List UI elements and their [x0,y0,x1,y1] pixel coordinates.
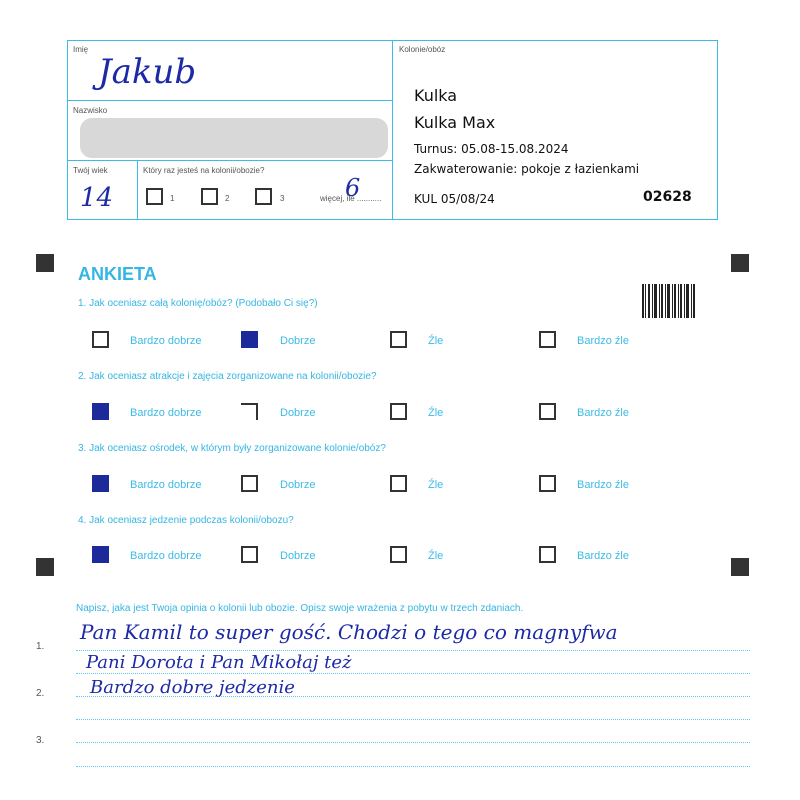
answer-line [76,766,750,767]
q1-option-label: Bardzo źle [577,335,629,347]
visit-option-3: 3 [280,194,285,203]
form-number: 02628 [643,189,692,205]
opinion-prompt: Napisz, jaka jest Twoja opinia o kolonii lub obozie. Opisz swoje wrażenia z pobytu w trzech zdaniach. [76,603,524,614]
q4-option-label: Bardzo źle [577,550,629,562]
answer-handwritten-line-2[interactable]: Pani Dorota i Pan Mikołaj też [86,652,352,673]
survey-title: ANKIETA [78,264,157,284]
q1-option-bardzo-zle-checkbox[interactable] [539,331,556,348]
q3-option-label: Bardzo źle [577,479,629,491]
kolonie-label: Kolonie/obóz [399,45,446,54]
registration-marker [731,254,749,272]
q2-option-bardzo-zle-checkbox[interactable] [539,403,556,420]
q3-option-label: Źle [428,479,444,491]
barcode-icon [642,284,696,318]
answer-handwritten-line-3[interactable]: Bardzo dobre jedzenie [90,677,295,698]
q2-option-label: Źle [428,407,444,419]
redacted-surname [80,118,388,158]
header-row-line [67,100,392,101]
answer-line [76,650,750,651]
line-number-2: 2. [36,688,45,699]
answer-line [76,719,750,720]
q4-option-zle-checkbox[interactable] [390,546,407,563]
q2-option-label: Bardzo dobrze [130,407,202,419]
answer-line [76,673,750,674]
line-number-1: 1. [36,641,45,652]
q2-option-label: Dobrze [280,407,316,419]
registration-marker [36,558,54,576]
camp-code: KUL 05/08/24 [414,192,495,206]
turnus: Turnus: 05.08-15.08.2024 [414,142,569,156]
visit-option-1: 1 [170,194,175,203]
q1-option-bardzo-dobrze-checkbox[interactable] [92,331,109,348]
q4-option-bardzo-zle-checkbox[interactable] [539,546,556,563]
nazwisko-label: Nazwisko [73,106,108,115]
q4-option-label: Dobrze [280,550,316,562]
q1-option-label: Źle [428,335,444,347]
registration-marker [36,254,54,272]
q1-option-label: Dobrze [280,335,316,347]
q3-option-bardzo-zle-checkbox[interactable] [539,475,556,492]
q2-option-label: Bardzo źle [577,407,629,419]
question-1: 1. Jak oceniasz całą kolonię/obóz? (Podobało Ci się?) [78,298,318,309]
answer-line [76,742,750,743]
q2-option-bardzo-dobrze-checkbox[interactable] [92,403,109,420]
q1-option-dobrze-checkbox[interactable] [241,331,258,348]
visit-checkbox-3[interactable] [255,188,272,205]
visit-option-2: 2 [225,194,230,203]
header-cell-divider [137,160,138,220]
camp-full-name: Kulka Max [414,113,496,132]
q2-option-zle-checkbox[interactable] [390,403,407,420]
question-3: 3. Jak oceniasz ośrodek, w którym były zorganizowane kolonie/obóz? [78,443,386,454]
q3-option-label: Bardzo dobrze [130,479,202,491]
visit-checkbox-1[interactable] [146,188,163,205]
question-2: 2. Jak oceniasz atrakcje i zajęcia zorganizowane na kolonii/obozie? [78,371,377,382]
line-number-3: 3. [36,735,45,746]
header-divider [392,40,393,220]
q4-option-dobrze-checkbox[interactable] [241,546,258,563]
answer-handwritten-line-1[interactable]: Pan Kamil to super gość. Chodzi o tego co magnyfwa [80,620,618,644]
wiecej-label: więcej, ile ........... [320,194,382,203]
wiek-label: Twój wiek [73,166,108,175]
zakwaterowanie: Zakwaterowanie: pokoje z łazienkami [414,162,640,176]
visit-checkbox-2[interactable] [201,188,218,205]
camp-name: Kulka [414,86,458,105]
q3-option-zle-checkbox[interactable] [390,475,407,492]
wiek-handwritten[interactable]: 14 [80,183,114,213]
q1-option-zle-checkbox[interactable] [390,331,407,348]
wiecej-handwritten[interactable]: 6 [345,174,361,202]
imie-label: Imię [73,45,89,54]
q4-option-label: Źle [428,550,444,562]
q2-option-dobrze-checkbox[interactable] [241,403,258,420]
q4-option-bardzo-dobrze-checkbox[interactable] [92,546,109,563]
imie-handwritten[interactable]: Jakub [98,52,197,92]
q3-option-bardzo-dobrze-checkbox[interactable] [92,475,109,492]
question-4: 4. Jak oceniasz jedzenie podczas kolonii/obozu? [78,515,294,526]
q4-option-label: Bardzo dobrze [130,550,202,562]
header-row-line [67,160,392,161]
q3-option-dobrze-checkbox[interactable] [241,475,258,492]
registration-marker [731,558,749,576]
q1-option-label: Bardzo dobrze [130,335,202,347]
q3-option-label: Dobrze [280,479,316,491]
ktory-raz-label: Który raz jesteś na kolonii/obozie? [143,166,265,175]
